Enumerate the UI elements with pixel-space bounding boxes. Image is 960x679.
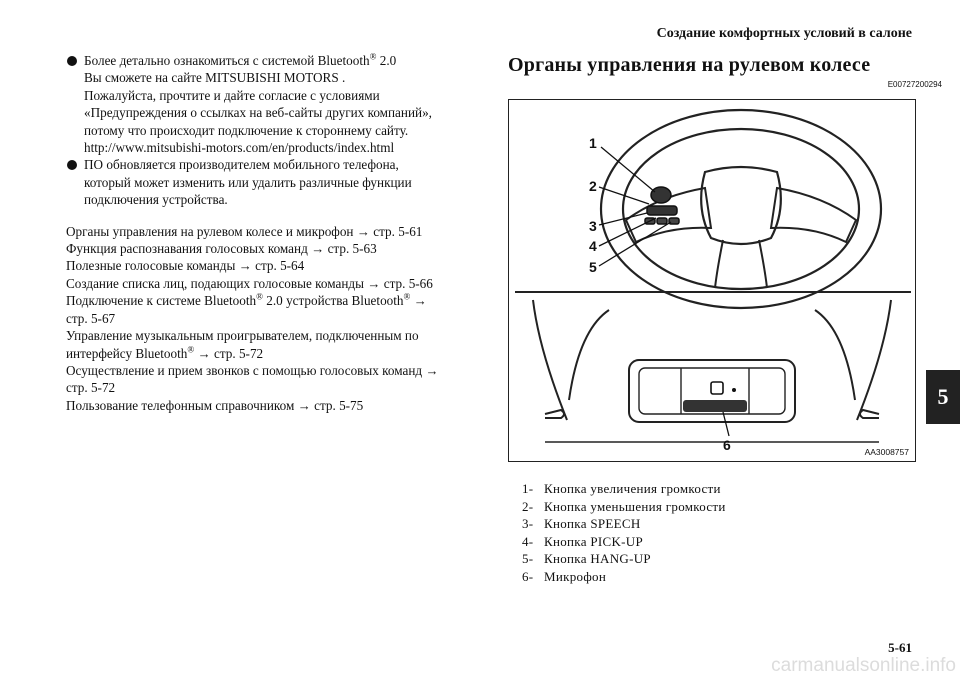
cross-reference-link[interactable]: Пользование телефонным справочником → стр. 5-75: [66, 397, 364, 413]
cross-reference-link[interactable]: Органы управления на рулевом колесе и микрофон → стр. 5-61: [66, 223, 423, 239]
cross-reference-link[interactable]: интерфейсу Bluetooth® → стр. 5-72: [66, 344, 264, 361]
right-spoke: [771, 188, 856, 242]
legend-item: 2- Кнопка уменьшения громкости: [522, 498, 726, 514]
cross-reference-link[interactable]: Подключение к системе Bluetooth® 2.0 устройства Bluetooth® →: [66, 291, 427, 309]
steering-wheel-hub: [701, 167, 781, 244]
bullet-text: Более детально ознакомиться с системой Bluetooth® 2.0: [84, 51, 397, 68]
lamp-indicator-icon: [732, 388, 736, 392]
left-visor-clip: [545, 410, 564, 418]
cross-reference-link[interactable]: Управление музыкальным проигрывателем, подключенным по: [66, 328, 419, 344]
cross-reference-link[interactable]: стр. 5-67: [66, 310, 116, 326]
callout-1: 1: [589, 135, 597, 151]
steering-wheel-diagram: [509, 100, 915, 461]
left-column: [66, 52, 476, 414]
bullet-dot-icon: [67, 56, 77, 66]
overhead-console: [629, 360, 795, 422]
cross-reference-link[interactable]: Осуществление и прием звонков с помощью голосовых команд →: [66, 362, 439, 378]
running-header: Создание комфортных условий в салоне: [656, 26, 912, 41]
headliner-curve: [569, 310, 855, 400]
figure-legend: [522, 480, 726, 586]
cross-references: [66, 223, 476, 414]
bullet-dot-icon: [67, 160, 77, 170]
callout-3: 3: [589, 218, 597, 234]
cross-reference-link[interactable]: Полезные голосовые команды → стр. 5-64: [66, 258, 305, 274]
legend-item: 3- Кнопка SPEECH: [522, 516, 641, 532]
legend-item: 1- Кнопка увеличения громкости: [522, 481, 721, 496]
cross-reference-link[interactable]: Создание списка лиц, подающих голосовые команды → стр. 5-66: [66, 275, 433, 291]
legend-item: 6- Микрофон: [522, 568, 607, 584]
lamp-switch-icon: [711, 382, 723, 394]
page-number: 5-61: [888, 640, 912, 655]
steering-wheel-illustration: [508, 99, 916, 462]
callout-2: 2: [589, 178, 597, 194]
callout-6: 6: [723, 437, 731, 453]
bullet-text: подключения устройства.: [84, 192, 228, 208]
section-code: E00727200294: [887, 80, 942, 89]
bullet-text: который может изменить или удалить различные функции: [84, 174, 412, 190]
pickup-button-icon: [657, 218, 667, 224]
callout-5: 5: [589, 259, 597, 275]
chapter-tab: 5: [926, 370, 960, 424]
figure-code: AA3008757: [864, 447, 909, 457]
cross-reference-link[interactable]: Функция распознавания голосовых команд → стр. 5-63: [66, 241, 377, 257]
watermark: carmanualsonline.info: [771, 655, 956, 676]
volume-down-button-icon: [647, 206, 677, 215]
bullet-text: ПО обновляется производителем мобильного телефона,: [84, 157, 399, 173]
hangup-button-icon: [669, 218, 679, 224]
cross-reference-link[interactable]: стр. 5-72: [66, 380, 116, 396]
bullet-item: [66, 156, 476, 208]
callout-4: 4: [589, 238, 597, 254]
bullet-text: Пожалуйста, прочтите и дайте согласие с условиями: [84, 87, 380, 103]
bottom-spoke: [715, 240, 767, 288]
bullet-item: [66, 52, 476, 156]
legend-item: 4- Кнопка PICK-UP: [522, 533, 643, 549]
bullet-text: Вы сможете на сайте MITSUBISHI MOTORS .: [84, 70, 346, 86]
bullet-text: «Предупреждения о ссылках на веб-сайты других компаний»,: [84, 105, 432, 121]
right-visor-clip: [860, 410, 879, 418]
volume-up-button-icon: [651, 187, 671, 203]
website-url: http://www.mitsubishi-motors.com/en/products/index.html: [84, 140, 395, 156]
section-title: Органы управления на рулевом колесе: [508, 54, 871, 76]
legend-item: 5- Кнопка HANG-UP: [522, 551, 651, 567]
bullet-text: потому что происходит подключение к стороннему сайту.: [84, 122, 409, 138]
microphone-icon: [683, 400, 747, 412]
